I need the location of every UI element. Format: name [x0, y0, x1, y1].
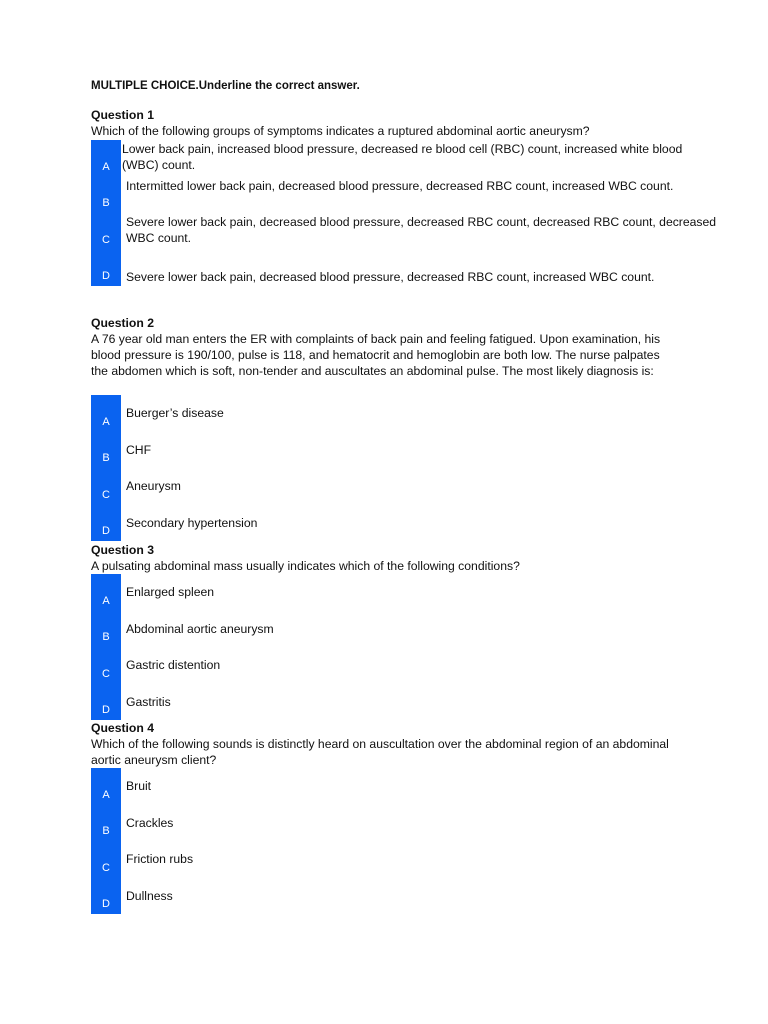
question-1-option-b[interactable] — [91, 177, 731, 214]
option-letter: A — [91, 574, 121, 611]
option-text: CHF — [126, 442, 152, 457]
option-letter: B — [91, 805, 121, 842]
question-4-option-c[interactable] — [91, 841, 731, 878]
question-2-option-d[interactable] — [91, 505, 731, 542]
option-letter: D — [91, 684, 121, 721]
option-letter: D — [91, 250, 121, 287]
page-heading: MULTIPLE CHOICE.Underline the correct answer. — [91, 80, 360, 92]
question-4-option-d[interactable] — [91, 878, 731, 915]
option-letter: B — [91, 611, 121, 648]
question-1-option-a[interactable] — [91, 140, 731, 177]
question-4-options — [91, 768, 731, 914]
option-letter: D — [91, 878, 121, 915]
option-text: Gastric distention — [126, 658, 221, 672]
question-3-title: Question 3 — [91, 543, 154, 557]
question-3-option-d[interactable] — [91, 684, 731, 721]
option-text: Buerger’s disease — [126, 406, 224, 420]
option-letter: C — [91, 841, 121, 878]
question-1-text: Which of the following groups of symptoms indicates a ruptured abdominal aortic aneurysm? — [91, 124, 590, 138]
question-3-options — [91, 574, 731, 720]
question-2-option-a[interactable] — [91, 395, 731, 432]
option-text: Aneurysm — [126, 479, 181, 493]
question-3-option-b[interactable] — [91, 611, 731, 648]
question-3-option-c[interactable] — [91, 647, 731, 684]
question-1-option-d[interactable] — [91, 250, 731, 287]
option-text: Abdominal aortic aneurysm — [126, 621, 274, 636]
option-letter: A — [91, 395, 121, 432]
option-text: Bruit — [126, 779, 152, 793]
question-1-options — [91, 140, 731, 286]
question-3-text: A pulsating abdominal mass usually indicates which of the following conditions? — [91, 559, 520, 573]
option-letter: B — [91, 432, 121, 469]
option-text: Friction rubs — [126, 852, 194, 866]
option-text: Severe lower back pain, decreased blood pressure, decreased RBC count, decreased RBC count, decreased WBC count. — [126, 215, 717, 245]
option-text: Lower back pain, increased blood pressure, decreased re blood cell (RBC) count, increased white blood (WBC) count. — [122, 142, 683, 172]
question-4-option-b[interactable] — [91, 805, 731, 842]
option-text: Crackles — [126, 815, 174, 830]
question-2-title: Question 2 — [91, 316, 154, 330]
question-2-text: A 76 year old man enters the ER with complaints of back pain and feeling fatigued. Upon examination, his blood pressure is 190/100, pulse is 118, and hematocrit and hemoglobin are both low. The nurse palpates the abdomen which is soft, non-tender and auscultates an abdominal pulse. The most likely diagnosis is: — [91, 332, 661, 378]
option-text: Dullness — [126, 888, 173, 903]
question-2-option-c[interactable] — [91, 468, 731, 505]
question-1-title: Question 1 — [91, 108, 154, 122]
question-4-option-a[interactable] — [91, 768, 731, 805]
option-text: Secondary hypertension — [126, 515, 258, 530]
option-letter: D — [91, 505, 121, 542]
option-text: Severe lower back pain, decreased blood pressure, decreased RBC count, increased WBC count. — [126, 269, 655, 284]
option-letter: C — [91, 468, 121, 505]
question-3-option-a[interactable] — [91, 574, 731, 611]
question-2-option-b[interactable] — [91, 432, 731, 469]
option-letter: A — [91, 768, 121, 805]
option-letter: C — [91, 647, 121, 684]
option-text: Intermitted lower back pain, decreased blood pressure, decreased RBC count, increased WBC count. — [126, 178, 674, 193]
option-text: Enlarged spleen — [126, 585, 215, 599]
option-letter: B — [91, 177, 121, 214]
question-1-option-c[interactable] — [91, 213, 731, 250]
option-letter: A — [91, 140, 121, 177]
question-4-text: Which of the following sounds is distinctly heard on auscultation over the abdominal region of an abdominal aortic aneurysm client? — [91, 737, 669, 767]
option-text: Gastritis — [126, 694, 171, 709]
question-2-options — [91, 395, 731, 541]
question-4-title: Question 4 — [91, 721, 154, 735]
option-letter: C — [91, 213, 121, 250]
